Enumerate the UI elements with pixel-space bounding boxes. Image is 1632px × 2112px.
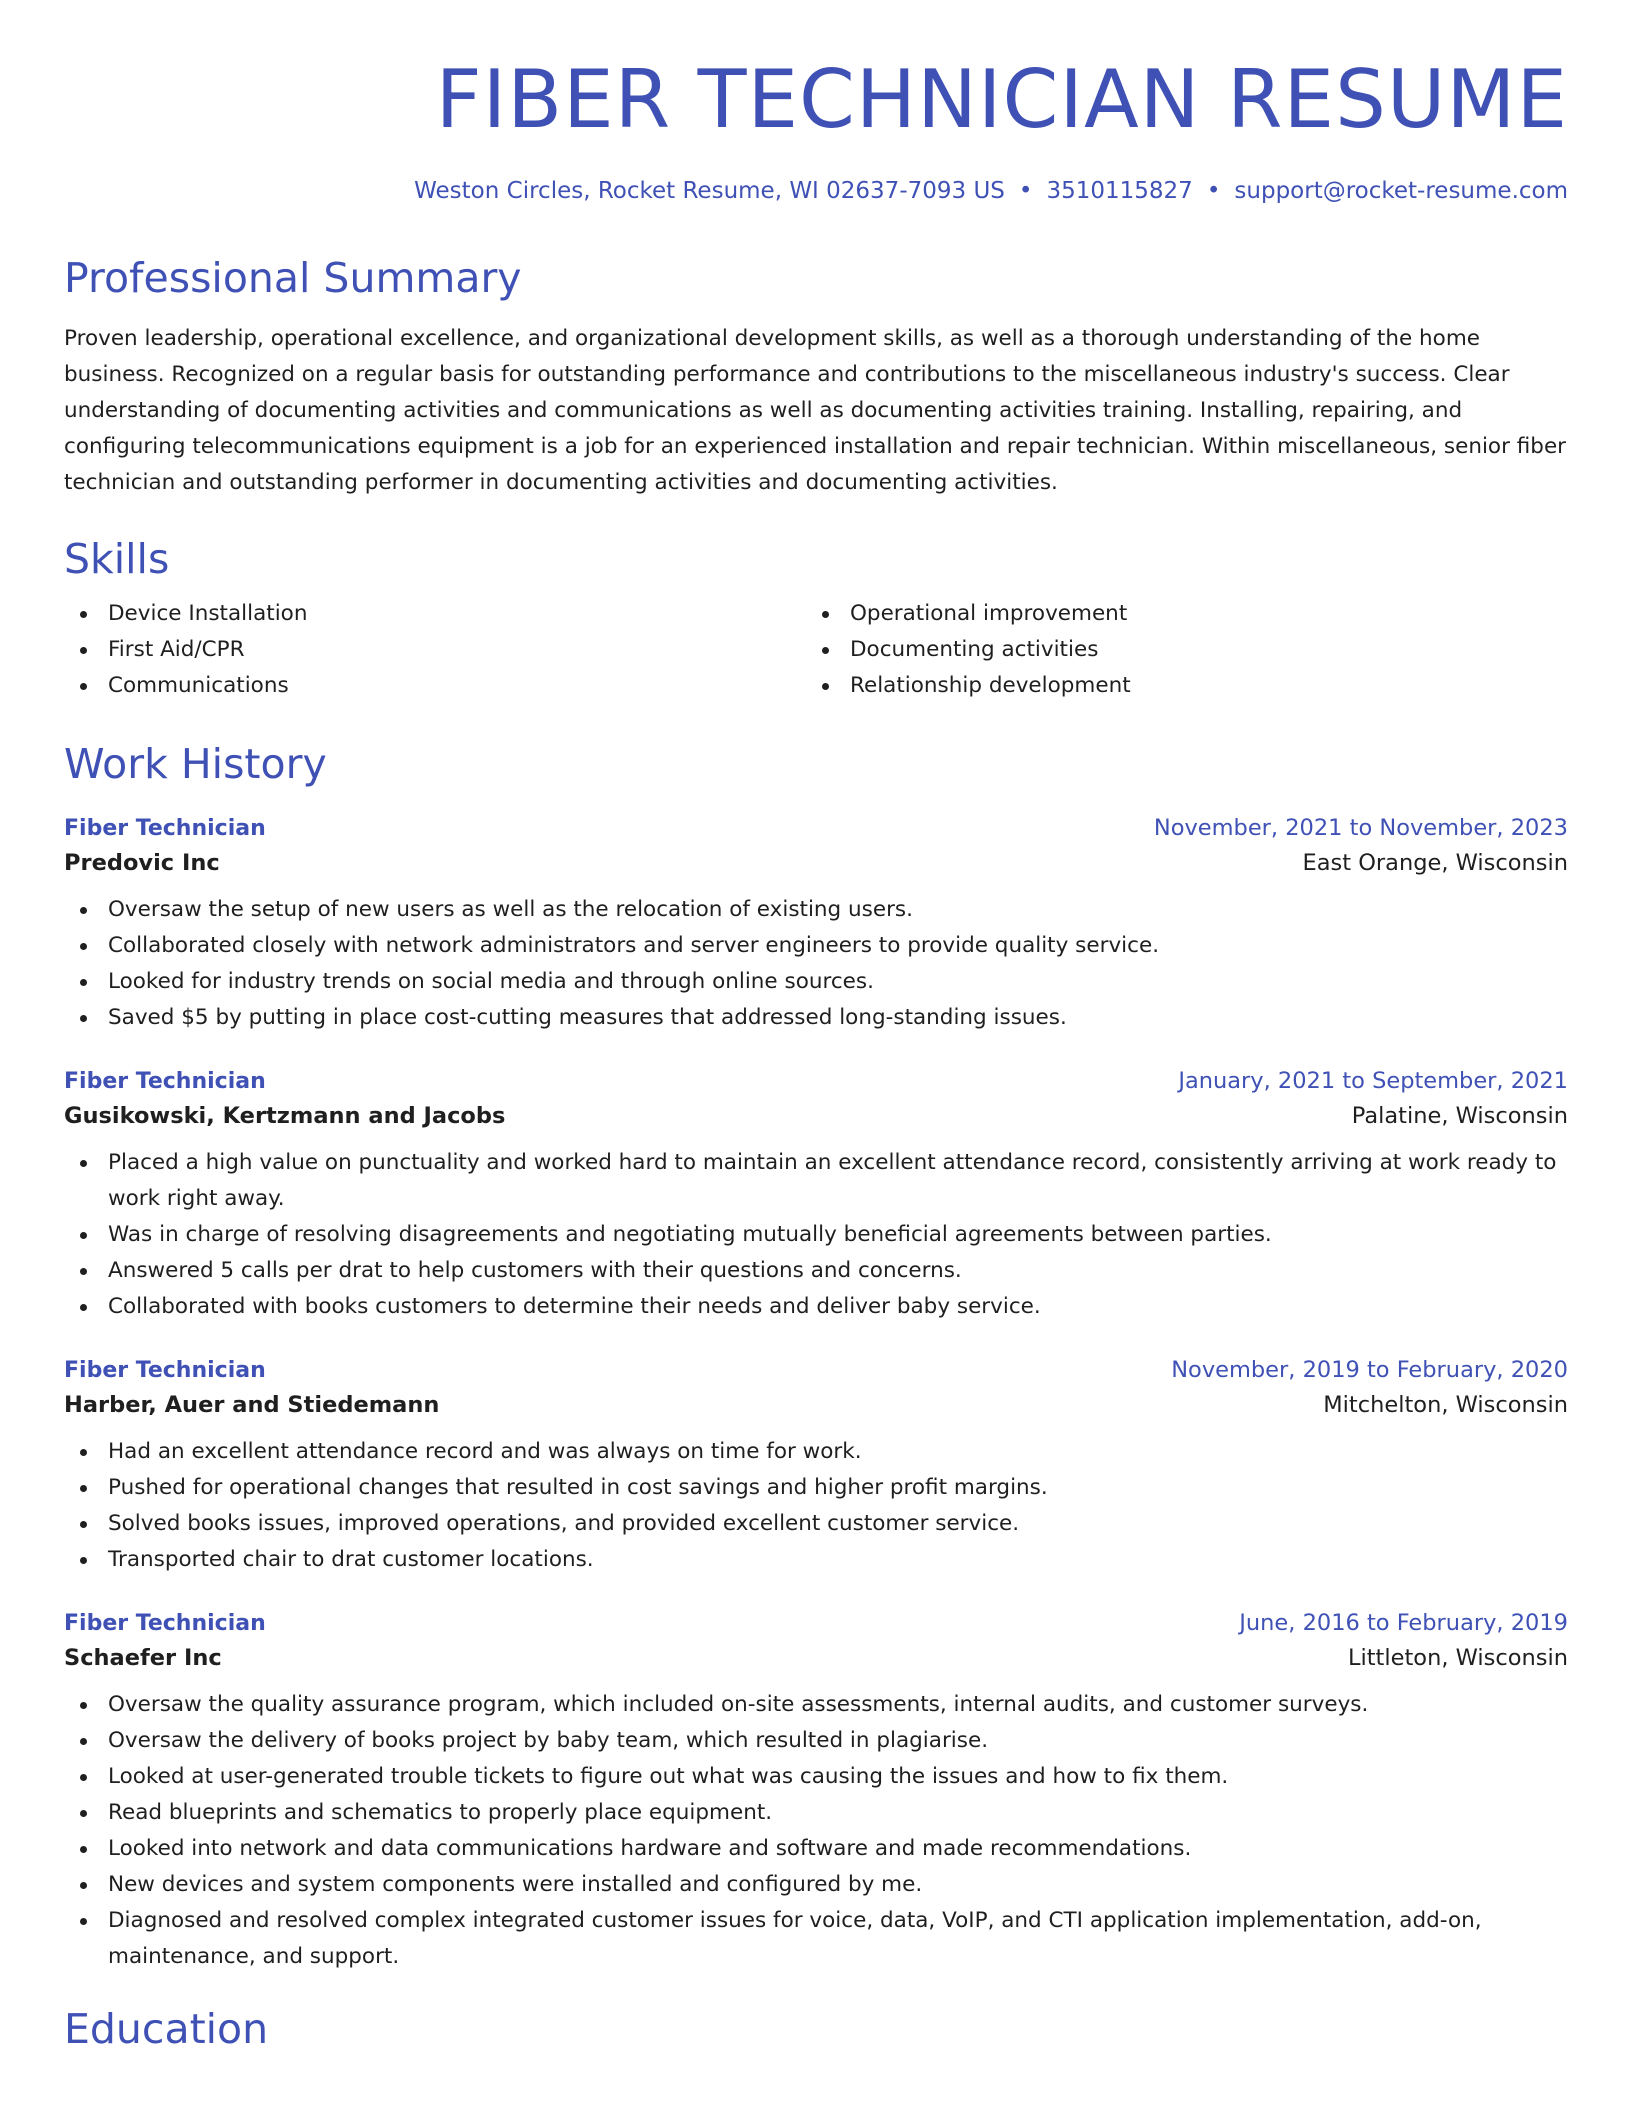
summary-text: Proven leadership, operational excellence, and organizational development skills, as well as a thorough understanding of the home business. Recognized on a regular basis for outstanding performance and contributions to the miscellaneous industry's success. Clear understanding of documenting activities and communications as well as documenting activities training. Installing, repairing, and configuring telecommunications equipment is a job for an experienced installation and repair technician. Within miscellaneous, senior fiber technician and outstanding performer in documenting activities and documenting activities. bbox=[64, 326, 1567, 495]
skill-item: Documenting activities bbox=[806, 632, 1548, 668]
summary-heading: Professional Summary bbox=[64, 254, 522, 302]
job-bullet: Oversaw the setup of new users as well as the relocation of existing users. bbox=[64, 892, 1568, 928]
job-bullet: Collaborated closely with network administrators and server engineers to provide quality service. bbox=[64, 928, 1568, 964]
job-bullet: Had an excellent attendance record and was always on time for work. bbox=[64, 1434, 1568, 1470]
job-title: Fiber Technician bbox=[64, 816, 266, 841]
skill-item: First Aid/CPR bbox=[64, 632, 806, 668]
job-location: Littleton, Wisconsin bbox=[1347, 1645, 1568, 1671]
job-company: Predovic Inc bbox=[64, 850, 220, 876]
job-title: Fiber Technician bbox=[64, 1358, 266, 1383]
job-company: Schaefer Inc bbox=[64, 1645, 222, 1671]
job-entry bbox=[64, 813, 1568, 1036]
skill-item: Communications bbox=[64, 668, 806, 704]
job-bullet: Read blueprints and schematics to properly place equipment. bbox=[64, 1795, 1568, 1831]
skill-item: Relationship development bbox=[806, 668, 1548, 704]
job-bullet: Looked for industry trends on social media and through online sources. bbox=[64, 964, 1568, 1000]
job-bullet: Was in charge of resolving disagreements and negotiating mutually beneficial agreements between parties. bbox=[64, 1217, 1568, 1253]
contact-address: Weston Circles, Rocket Resume, WI 02637-7093 US bbox=[414, 178, 1005, 204]
job-entry bbox=[64, 1355, 1568, 1578]
job-location: East Orange, Wisconsin bbox=[1302, 850, 1568, 876]
job-company: Harber, Auer and Stiedemann bbox=[64, 1392, 440, 1418]
resume-page bbox=[64, 0, 1568, 2053]
job-bullet: Answered 5 calls per drat to help customers with their questions and concerns. bbox=[64, 1253, 1568, 1289]
skills-column-right bbox=[806, 596, 1548, 704]
job-bullet: Placed a high value on punctuality and worked hard to maintain an excellent attendance record, consistently arriving at work ready to work right away. bbox=[64, 1145, 1568, 1217]
job-dates: November, 2019 to February, 2020 bbox=[1171, 1357, 1568, 1383]
job-location: Palatine, Wisconsin bbox=[1351, 1103, 1568, 1129]
job-title: Fiber Technician bbox=[64, 1069, 266, 1094]
job-bullet: Collaborated with books customers to determine their needs and deliver baby service. bbox=[64, 1289, 1568, 1325]
job-bullet: Looked at user-generated trouble tickets to figure out what was causing the issues and how to fix them. bbox=[64, 1759, 1568, 1795]
job-bullet: Diagnosed and resolved complex integrated customer issues for voice, data, VoIP, and CTI application implementation, add-on, maintenance, and support. bbox=[64, 1903, 1568, 1975]
skills-column-left bbox=[64, 596, 806, 704]
contact-separator: • bbox=[1206, 178, 1221, 204]
job-dates: January, 2021 to September, 2021 bbox=[1178, 1068, 1568, 1094]
job-entry bbox=[64, 1608, 1568, 1975]
skill-item: Device Installation bbox=[64, 596, 806, 632]
contact-phone: 3510115827 bbox=[1046, 178, 1193, 204]
contact-email: support@rocket-resume.com bbox=[1234, 178, 1568, 204]
job-bullet: Oversaw the delivery of books project by baby team, which resulted in plagiarise. bbox=[64, 1723, 1568, 1759]
job-bullets bbox=[64, 892, 1568, 1036]
job-bullet: Oversaw the quality assurance program, which included on-site assessments, internal audits, and customer surveys. bbox=[64, 1687, 1568, 1723]
job-title: Fiber Technician bbox=[64, 1611, 266, 1636]
job-location: Mitchelton, Wisconsin bbox=[1323, 1392, 1568, 1418]
skills-heading: Skills bbox=[64, 535, 170, 583]
education-heading: Education bbox=[64, 2005, 269, 2053]
job-bullet: Transported chair to drat customer locations. bbox=[64, 1542, 1568, 1578]
contact-line bbox=[64, 180, 1568, 203]
job-dates: November, 2021 to November, 2023 bbox=[1153, 815, 1568, 841]
job-entry bbox=[64, 1066, 1568, 1325]
job-company: Gusikowski, Kertzmann and Jacobs bbox=[64, 1103, 506, 1129]
job-bullet: New devices and system components were installed and configured by me. bbox=[64, 1867, 1568, 1903]
job-bullet: Saved $5 by putting in place cost-cutting measures that addressed long-standing issues. bbox=[64, 1000, 1568, 1036]
job-bullet: Looked into network and data communications hardware and software and made recommendations. bbox=[64, 1831, 1568, 1867]
work-history-heading: Work History bbox=[64, 740, 327, 788]
job-bullets bbox=[64, 1687, 1568, 1975]
job-bullets bbox=[64, 1145, 1568, 1325]
skill-item: Operational improvement bbox=[806, 596, 1548, 632]
job-dates: June, 2016 to February, 2019 bbox=[1239, 1610, 1568, 1636]
job-bullets bbox=[64, 1434, 1568, 1578]
job-bullet: Solved books issues, improved operations, and provided excellent customer service. bbox=[64, 1506, 1568, 1542]
skills-list bbox=[64, 596, 1568, 704]
contact-separator: • bbox=[1018, 178, 1033, 204]
job-bullet: Pushed for operational changes that resulted in cost savings and higher profit margins. bbox=[64, 1470, 1568, 1506]
resume-title: FIBER TECHNICIAN RESUME bbox=[435, 53, 1568, 146]
